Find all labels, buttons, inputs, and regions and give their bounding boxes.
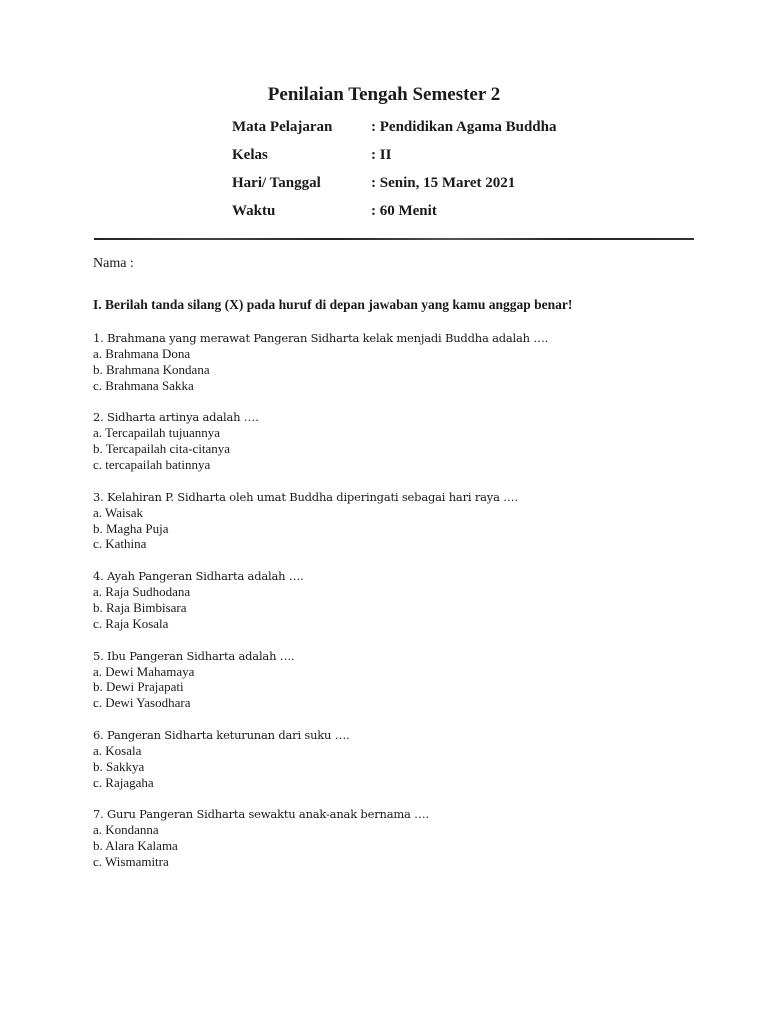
answer-option: a. Waisak (93, 504, 143, 520)
meta-value: : 60 Menit (371, 203, 437, 219)
question-text: 3. Kelahiran P. Sidharta oleh umat Buddha diperingati sebagai hari raya …. (93, 489, 518, 504)
question-list (93, 330, 548, 886)
question-text: 2. Sidharta artinya adalah …. (93, 410, 259, 425)
answer-option: c. Rajagaha (93, 774, 154, 790)
meta-label: Waktu (232, 203, 276, 219)
question-7 (93, 806, 548, 869)
page-title: Penilaian Tengah Semester 2 (267, 84, 501, 105)
answer-option: a. Raja Sudhodana (93, 584, 191, 600)
meta-label: Kelas (232, 147, 268, 163)
name-label: Nama : (93, 256, 134, 271)
question-3 (93, 489, 548, 552)
question-4 (93, 568, 548, 631)
question-6 (93, 727, 548, 790)
answer-option: a. Tercapailah tujuannya (93, 425, 220, 441)
answer-option: a. Brahmana Dona (93, 346, 191, 361)
answer-option: b. Dewi Prajapati (93, 679, 184, 695)
answer-option: c. Raja Kosala (93, 615, 169, 631)
answer-option: c. Brahmana Sakka (93, 377, 194, 393)
answer-option: b. Tercapailah cita-citanya (93, 441, 231, 457)
question-text: 1. Brahmana yang merawat Pangeran Sidharta kelak menjadi Buddha adalah …. (93, 331, 549, 345)
answer-option: c. tercapailah batinnya (93, 456, 211, 472)
answer-option: b. Sakkya (93, 758, 145, 774)
meta-value: : Pendidikan Agama Buddha (371, 119, 557, 135)
question-text: 6. Pangeran Sidharta keturunan dari suku …. (93, 727, 350, 742)
meta-value: : II (371, 147, 392, 163)
answer-option: b. Brahmana Kondana (93, 361, 210, 377)
answer-option: a. Dewi Mahamaya (93, 663, 195, 679)
section-instruction: I. Berilah tanda silang (X) pada huruf di depan jawaban yang kamu anggap benar! (93, 297, 573, 312)
answer-option: c. Dewi Yasodhara (93, 695, 191, 711)
question-text: 7. Guru Pangeran Sidharta sewaktu anak-anak bernama …. (93, 807, 429, 822)
question-text: 5. Ibu Pangeran Sidharta adalah …. (93, 648, 295, 663)
answer-option: c. Kathina (93, 536, 147, 552)
question-1 (93, 330, 548, 393)
answer-option: b. Raja Bimbisara (93, 599, 187, 615)
question-text: 4. Ayah Pangeran Sidharta adalah …. (93, 569, 304, 584)
question-2 (93, 409, 548, 472)
question-5 (93, 648, 548, 711)
answer-option: a. Kosala (93, 742, 142, 758)
answer-option: b. Magha Puja (93, 520, 169, 536)
meta-label: Mata Pelajaran (232, 119, 333, 135)
header-divider (94, 238, 694, 240)
answer-option: c. Wismamitra (93, 853, 169, 869)
meta-label: Hari/ Tanggal (232, 175, 321, 191)
meta-value: : Senin, 15 Maret 2021 (371, 175, 516, 191)
answer-option: b. Alara Kalama (93, 838, 178, 854)
answer-option: a. Kondanna (93, 822, 159, 838)
